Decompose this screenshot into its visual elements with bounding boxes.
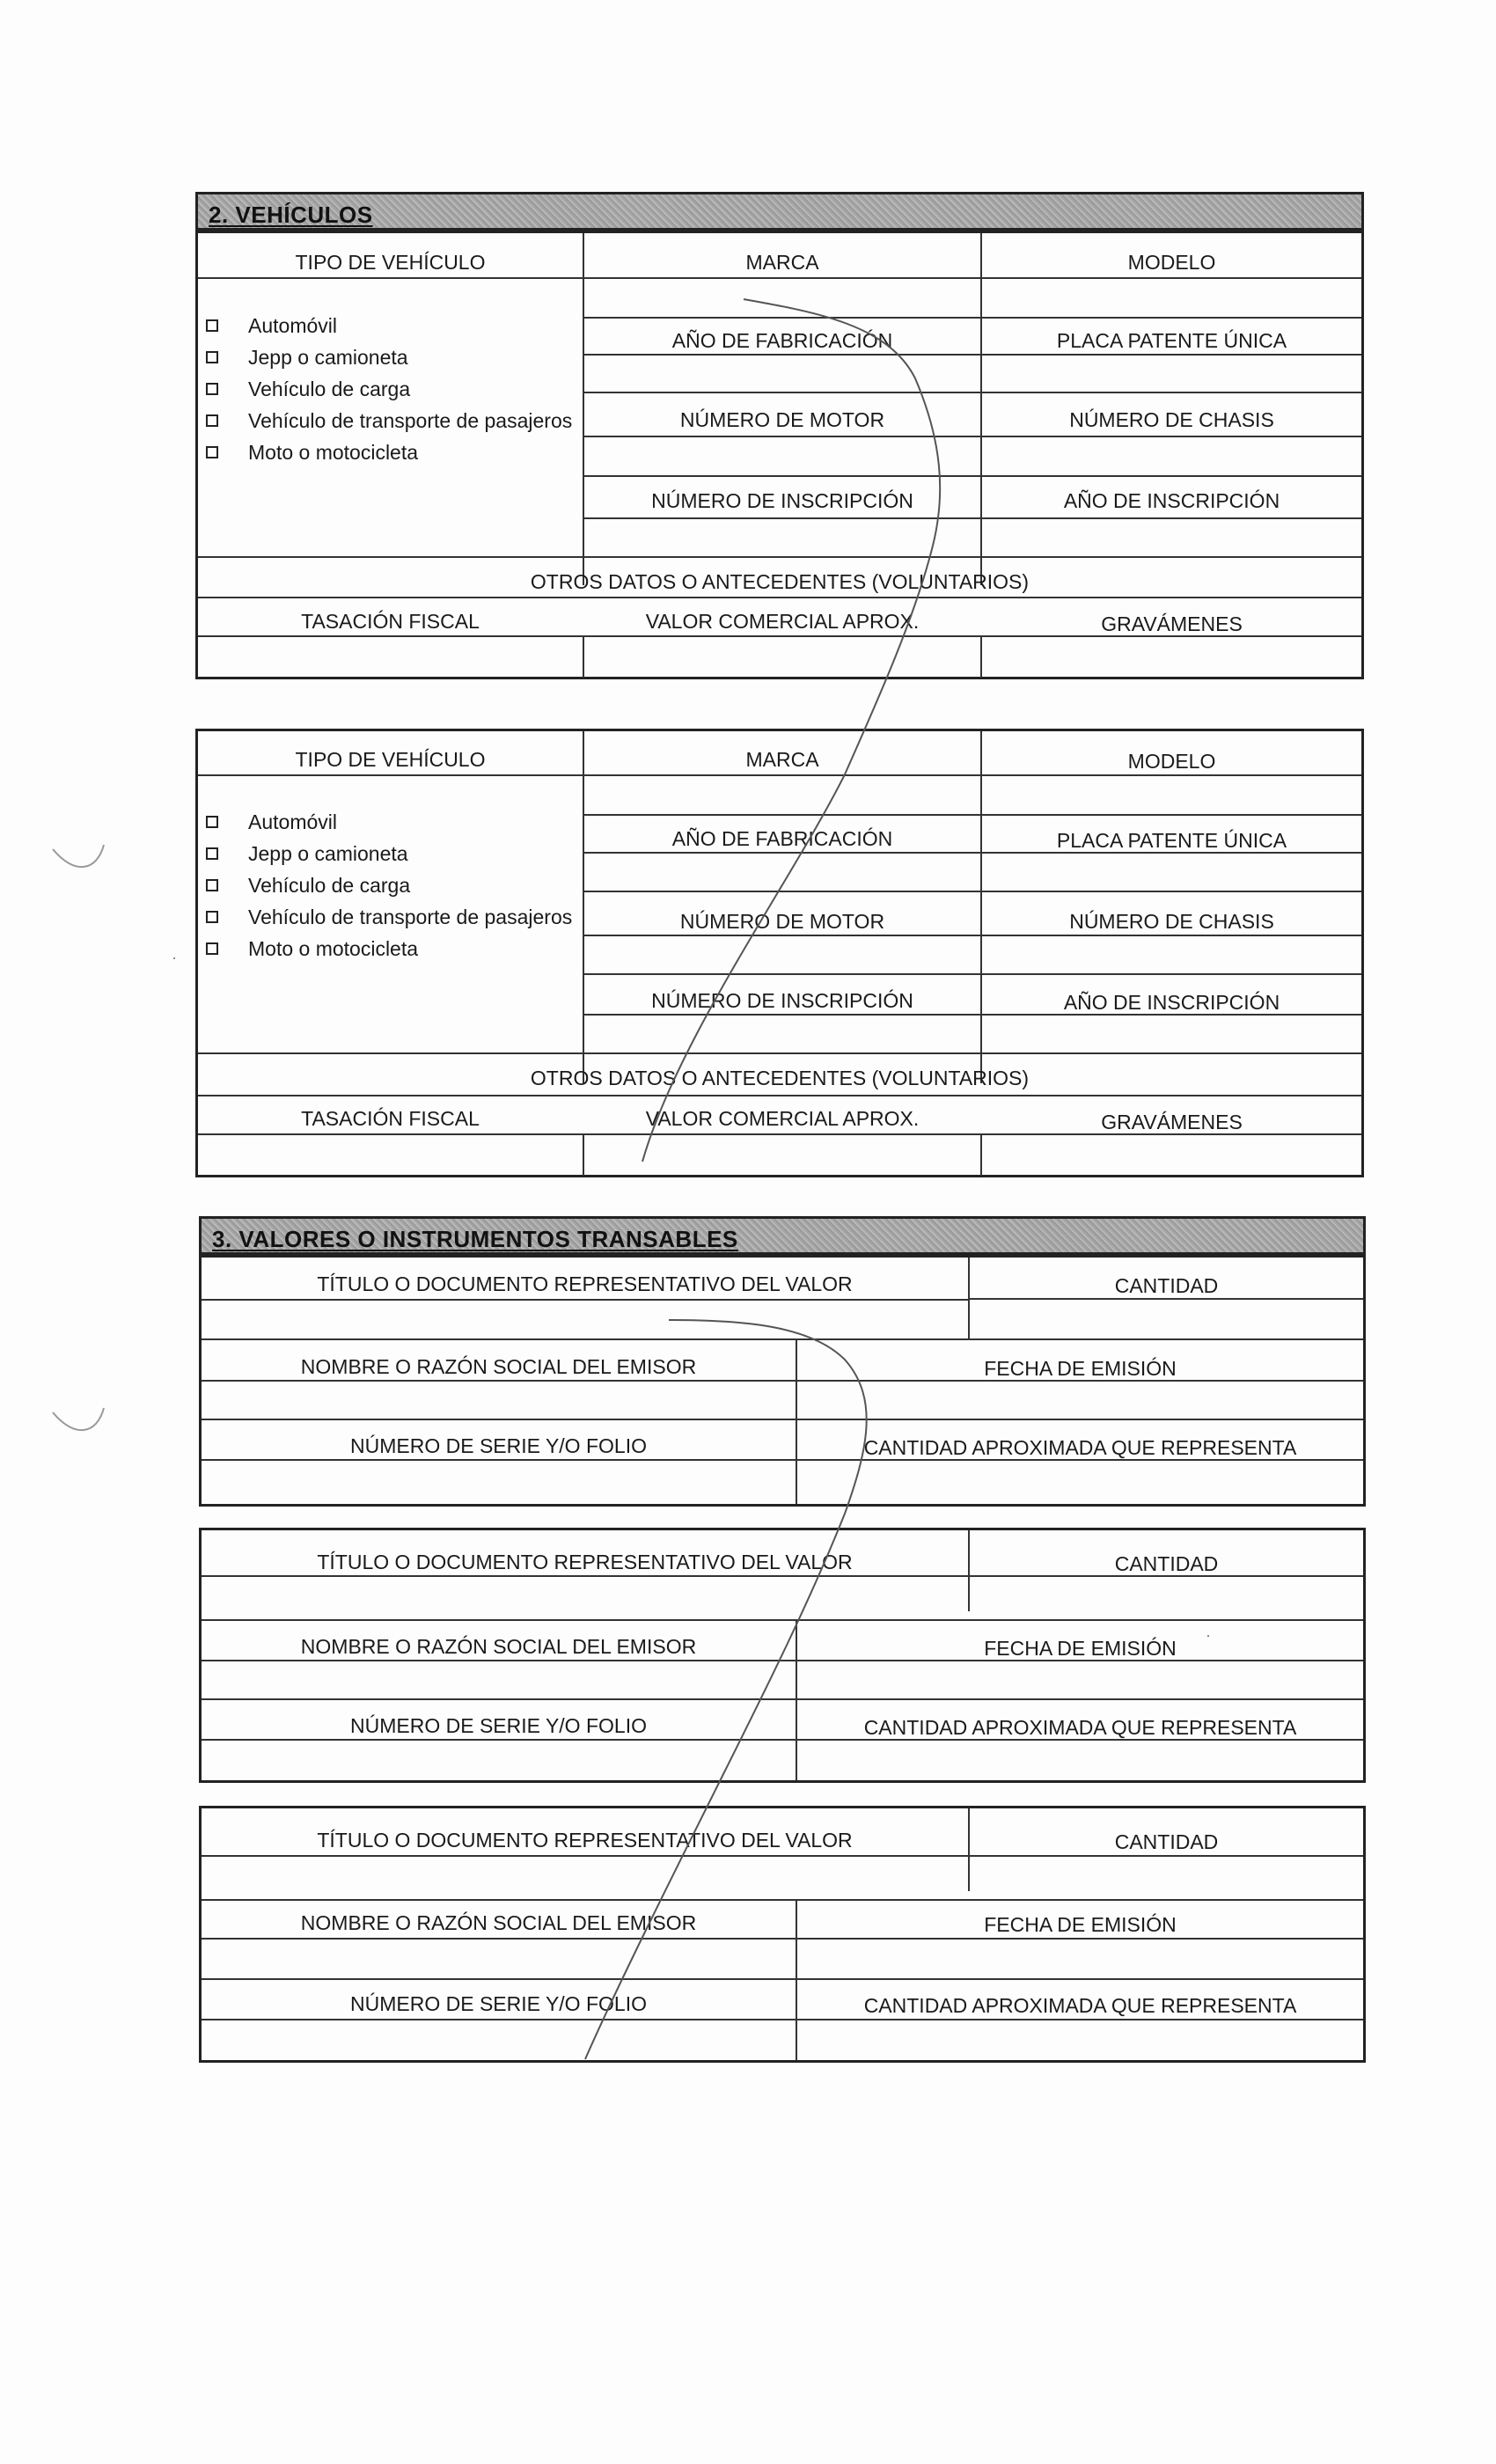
scan-speck: · <box>172 949 177 966</box>
fecha-emision-label: FECHA DE EMISIÓN <box>984 1357 1177 1380</box>
anio-fabricacion-label: AÑO DE FABRICACIÓN <box>671 827 893 850</box>
numero-chasis-label: NÚMERO DE CHASIS <box>1069 408 1274 431</box>
cantidad-label: CANTIDAD <box>1114 1830 1219 1853</box>
tasacion-fiscal-label: TASACIÓN FISCAL <box>301 610 480 633</box>
cantidad-aproximada-label: CANTIDAD APROXIMADA QUE REPRESENTA <box>863 1716 1297 1739</box>
gravamenes-label: GRAVÁMENES <box>1101 1111 1243 1133</box>
otros-datos-label: OTROS DATOS O ANTECEDENTES (VOLUNTARIOS) <box>530 570 1030 593</box>
option-label: Jepp o camioneta <box>248 842 408 865</box>
emisor-label: NOMBRE O RAZÓN SOCIAL DEL EMISOR <box>300 1635 697 1658</box>
anio-fabricacion-label: AÑO DE FABRICACIÓN <box>671 329 893 352</box>
fecha-emision-label: FECHA DE EMISIÓN <box>984 1913 1177 1936</box>
numero-serie-label: NÚMERO DE SERIE Y/O FOLIO <box>350 1992 647 2015</box>
modelo-label: MODELO <box>1127 750 1216 773</box>
placa-patente-label: PLACA PATENTE ÚNICA <box>1056 829 1287 852</box>
option-label: Vehículo de transporte de pasajeros <box>248 906 573 928</box>
emisor-label: NOMBRE O RAZÓN SOCIAL DEL EMISOR <box>300 1911 697 1934</box>
option-label: Automóvil <box>248 314 337 337</box>
numero-motor-label: NÚMERO DE MOTOR <box>679 408 885 431</box>
cantidad-aproximada-label: CANTIDAD APROXIMADA QUE REPRESENTA <box>863 1994 1297 2017</box>
marca-label: MARCA <box>745 748 819 771</box>
numero-serie-label: NÚMERO DE SERIE Y/O FOLIO <box>350 1434 647 1457</box>
cantidad-label: CANTIDAD <box>1114 1274 1219 1297</box>
option-label: Vehículo de transporte de pasajeros <box>248 409 573 432</box>
option-label: Jepp o camioneta <box>248 346 408 369</box>
scan-speck: · <box>1206 1626 1211 1644</box>
anio-inscripcion-label: AÑO DE INSCRIPCIÓN <box>1063 489 1280 512</box>
modelo-label: MODELO <box>1127 251 1216 274</box>
tasacion-fiscal-label: TASACIÓN FISCAL <box>301 1107 480 1130</box>
option-label: Automóvil <box>248 810 337 833</box>
titulo-documento-label: TÍTULO O DOCUMENTO REPRESENTATIVO DEL VALOR <box>317 1272 853 1295</box>
option-label: Vehículo de carga <box>248 378 411 400</box>
numero-serie-label: NÚMERO DE SERIE Y/O FOLIO <box>350 1714 647 1737</box>
numero-chasis-label: NÚMERO DE CHASIS <box>1069 910 1274 933</box>
section-title-vehiculos: 2. VEHÍCULOS <box>195 192 1364 231</box>
otros-datos-label: OTROS DATOS O ANTECEDENTES (VOLUNTARIOS) <box>530 1067 1030 1089</box>
option-label: Vehículo de carga <box>248 874 411 897</box>
marca-label: MARCA <box>745 251 819 274</box>
tipo-vehiculo-header: TIPO DE VEHÍCULO <box>295 748 486 771</box>
numero-inscripcion-label: NÚMERO DE INSCRIPCIÓN <box>651 489 913 512</box>
cantidad-label: CANTIDAD <box>1114 1552 1219 1575</box>
section-title-valores: 3. VALORES O INSTRUMENTOS TRANSABLES <box>199 1216 1366 1255</box>
fecha-emision-label: FECHA DE EMISIÓN <box>984 1637 1177 1660</box>
numero-inscripcion-label: NÚMERO DE INSCRIPCIÓN <box>651 989 913 1012</box>
option-label: Moto o motocicleta <box>248 937 419 960</box>
valor-comercial-label: VALOR COMERCIAL APROX. <box>645 1107 920 1130</box>
tipo-vehiculo-header: TIPO DE VEHÍCULO <box>295 251 486 274</box>
anio-inscripcion-label: AÑO DE INSCRIPCIÓN <box>1063 991 1280 1014</box>
gravamenes-label: GRAVÁMENES <box>1101 612 1243 635</box>
emisor-label: NOMBRE O RAZÓN SOCIAL DEL EMISOR <box>300 1355 697 1378</box>
placa-patente-label: PLACA PATENTE ÚNICA <box>1056 329 1287 352</box>
cantidad-aproximada-label: CANTIDAD APROXIMADA QUE REPRESENTA <box>863 1436 1297 1459</box>
valor-comercial-label: VALOR COMERCIAL APROX. <box>645 610 920 633</box>
titulo-documento-label: TÍTULO O DOCUMENTO REPRESENTATIVO DEL VALOR <box>317 1551 853 1573</box>
numero-motor-label: NÚMERO DE MOTOR <box>679 910 885 933</box>
titulo-documento-label: TÍTULO O DOCUMENTO REPRESENTATIVO DEL VALOR <box>317 1829 853 1852</box>
option-label: Moto o motocicleta <box>248 441 419 464</box>
